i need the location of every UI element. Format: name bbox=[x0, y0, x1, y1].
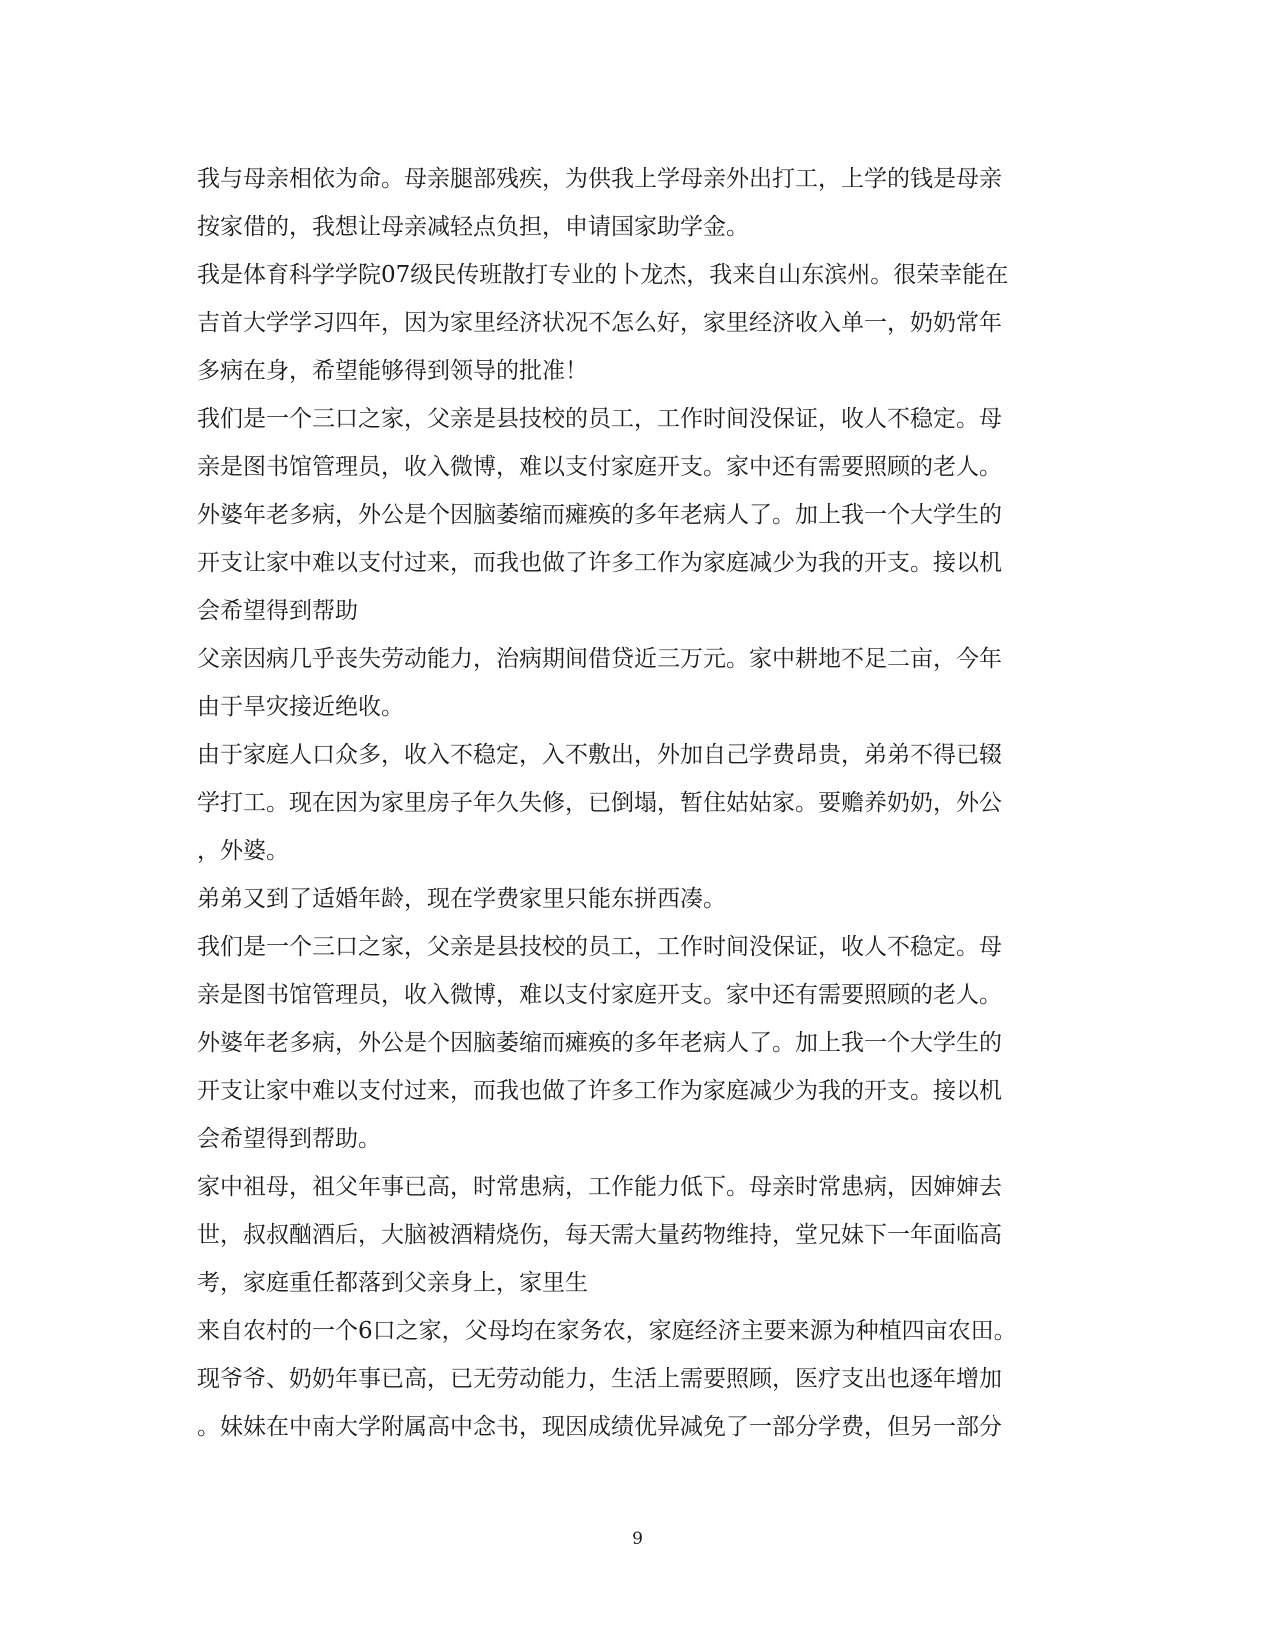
text-line: 外婆年老多病，外公是个因脑萎缩而瘫痪的多年老病人了。加上我一个大学生的 bbox=[197, 1030, 1002, 1056]
text-line: 会希望得到帮助 bbox=[197, 598, 358, 624]
text-line: 开支让家中难以支付过来，而我也做了许多工作为家庭减少为我的开支。接以机 bbox=[197, 1078, 1002, 1104]
text-line: 亲是图书馆管理员，收入微博，难以支付家庭开支。家中还有需要照顾的老人。 bbox=[197, 982, 1002, 1008]
body-text bbox=[197, 155, 1077, 1451]
text-line: 家中祖母，祖父年事已高，时常患病，工作能力低下。母亲时常患病，因婶婶去 bbox=[197, 1174, 1002, 1200]
text-line: 由于家庭人口众多，收入不稳定，入不敷出，外加自己学费昂贵，弟弟不得已辍 bbox=[197, 742, 1002, 768]
text-line: 我们是一个三口之家，父亲是县技校的员工，工作时间没保证，收人不稳定。母 bbox=[197, 934, 1002, 960]
text-line: 由于旱灾接近绝收。 bbox=[197, 694, 404, 720]
text-line: 我与母亲相依为命。母亲腿部残疾，为供我上学母亲外出打工，上学的钱是母亲 bbox=[197, 166, 1002, 192]
page-number: 9 bbox=[632, 1529, 643, 1549]
text-line: 吉首大学学习四年，因为家里经济状况不怎么好，家里经济收入单一，奶奶常年 bbox=[197, 310, 1002, 336]
text-line: 父亲因病几乎丧失劳动能力，治病期间借贷近三万元。家中耕地不足二亩，今年 bbox=[197, 646, 1002, 672]
text-line: 来自农村的一个6口之家，父母均在家务农，家庭经济主要来源为种植四亩农田。 bbox=[197, 1318, 1017, 1344]
text-line: 亲是图书馆管理员，收入微博，难以支付家庭开支。家中还有需要照顾的老人。 bbox=[197, 454, 1002, 480]
text-line: 。妹妹在中南大学附属高中念书，现因成绩优异减免了一部分学费，但另一部分 bbox=[197, 1414, 1002, 1440]
text-line: 学打工。现在因为家里房子年久失修，已倒塌，暂住姑姑家。要赡养奶奶，外公 bbox=[197, 790, 1002, 816]
text-line: 世，叔叔酗酒后，大脑被酒精烧伤，每天需大量药物维持，堂兄妹下一年面临高 bbox=[197, 1222, 1002, 1248]
text-line: 我是体育科学学院07级民传班散打专业的卜龙杰，我来自山东滨州。很荣幸能在 bbox=[197, 262, 1009, 288]
text-line: 我们是一个三口之家，父亲是县技校的员工，工作时间没保证，收人不稳定。母 bbox=[197, 406, 1002, 432]
text-line: 会希望得到帮助。 bbox=[197, 1126, 381, 1152]
text-line: 按家借的，我想让母亲减轻点负担，申请国家助学金。 bbox=[197, 214, 749, 240]
text-line: 外婆年老多病，外公是个因脑萎缩而瘫痪的多年老病人了。加上我一个大学生的 bbox=[197, 502, 1002, 528]
text-line: 弟弟又到了适婚年龄，现在学费家里只能东拼西凑。 bbox=[197, 886, 726, 912]
text-line: 考，家庭重任都落到父亲身上，家里生 bbox=[197, 1270, 588, 1296]
text-line: 开支让家中难以支付过来，而我也做了许多工作为家庭减少为我的开支。接以机 bbox=[197, 550, 1002, 576]
text-line: 多病在身，希望能够得到领导的批准！ bbox=[197, 358, 588, 384]
text-line: 现爷爷、奶奶年事已高，已无劳动能力，生活上需要照顾，医疗支出也逐年增加 bbox=[197, 1366, 1002, 1392]
text-line: ，外婆。 bbox=[197, 838, 289, 864]
